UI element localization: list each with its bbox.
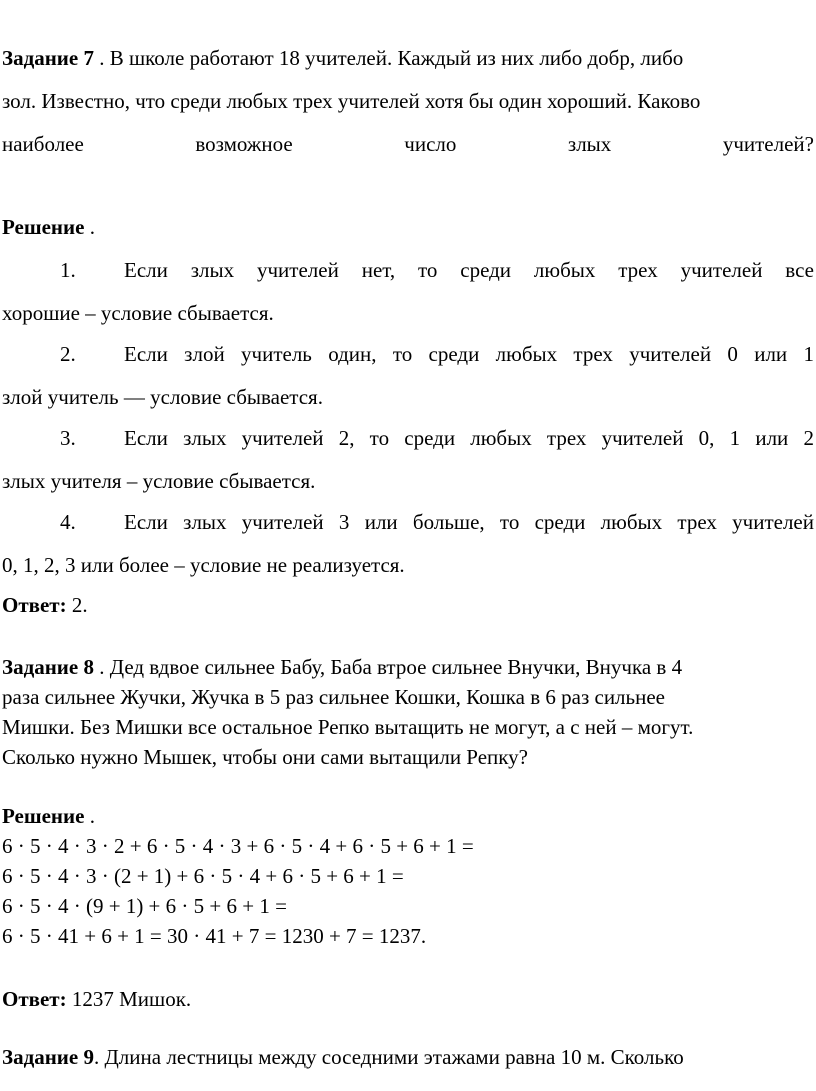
task-8-line-1: . Дед вдвое сильнее Бабу, Баба втрое сильнее Внучки, Внучка в 4 [93, 655, 683, 679]
calc-line-1: 6 · 5 · 4 · 3 · 2 + 6 · 5 · 4 · 3 + 6 · 5 · 4 + 6 · 5 + 6 + 1 = [2, 834, 474, 858]
item-text-continued: злой учитель — условие сбывается. [2, 385, 323, 409]
item-text: Если злой учитель один, то среди любых трех учителей 0 или 1 [124, 342, 814, 366]
task-8-line-2: раза сильнее Жучки, Жучка в 5 раз сильнее Кошки, Кошка в 6 раз сильнее [2, 685, 665, 709]
solution-7-dot: . [84, 215, 95, 239]
solution-8 [2, 801, 814, 951]
item-text: Если злых учителей нет, то среди любых трех учителей все [124, 258, 814, 282]
answer-7 [2, 592, 814, 618]
task-9-label: Задание 9 [2, 1045, 94, 1069]
item-text-continued: злых учителя – условие сбывается. [2, 469, 316, 493]
task-7-line-3: наиболее возможное число злых учителей? [2, 132, 814, 156]
task-7-line-1: . В школе работают 18 учителей. Каждый из них либо добр, либо [93, 46, 684, 70]
item-text-continued: 0, 1, 2, 3 или более – условие не реализуется. [2, 553, 405, 577]
item-text: Если злых учителей 3 или больше, то среди любых трех учителей [124, 510, 814, 534]
answer-8 [2, 986, 814, 1012]
answer-8-value: 1237 Мишок. [66, 987, 192, 1011]
task-9-line-1: . Длина лестницы между соседними этажами равна 10 м. Сколько [93, 1045, 684, 1069]
calc-line-2: 6 · 5 · 4 · 3 · (2 + 1) + 6 · 5 · 4 + 6 · 5 + 6 + 1 = [2, 864, 404, 888]
solution-7-item-4 [2, 501, 814, 587]
solution-7-label: Решение [2, 215, 85, 239]
solution-7 [2, 206, 814, 249]
solution-8-dot: . [84, 804, 95, 828]
item-number: 1. [60, 258, 76, 282]
item-text-continued: хорошие – условие сбывается. [2, 301, 274, 325]
answer-7-value: 2. [66, 593, 88, 617]
task-7-label: Задание 7 [2, 46, 94, 70]
calc-line-4: 6 · 5 · 41 + 6 + 1 = 30 · 41 + 7 = 1230 + 7 = 1237. [2, 924, 427, 948]
task-8 [2, 652, 814, 772]
solution-7-item-3 [2, 417, 814, 503]
answer-8-label: Ответ: [2, 987, 67, 1011]
task-7 [2, 37, 814, 166]
task-8-line-3: Мишки. Без Мишки все остальное Репко вытащить не могут, а с ней – могут. [2, 715, 694, 739]
calc-line-3: 6 · 5 · 4 · (9 + 1) + 6 · 5 + 6 + 1 = [2, 894, 287, 918]
solution-7-item-1 [2, 249, 814, 335]
item-number: 2. [60, 342, 76, 366]
task-8-label: Задание 8 [2, 655, 94, 679]
item-number: 3. [60, 426, 76, 450]
solution-7-item-2 [2, 333, 814, 419]
task-9 [2, 1044, 814, 1070]
task-8-line-4: Сколько нужно Мышек, чтобы они сами вытащили Репку? [2, 745, 528, 769]
task-7-line-2: зол. Известно, что среди любых трех учителей хотя бы один хороший. Каково [2, 89, 701, 113]
item-text: Если злых учителей 2, то среди любых трех учителей 0, 1 или 2 [124, 426, 814, 450]
solution-8-label: Решение [2, 804, 85, 828]
item-number: 4. [60, 510, 76, 534]
answer-7-label: Ответ: [2, 593, 67, 617]
